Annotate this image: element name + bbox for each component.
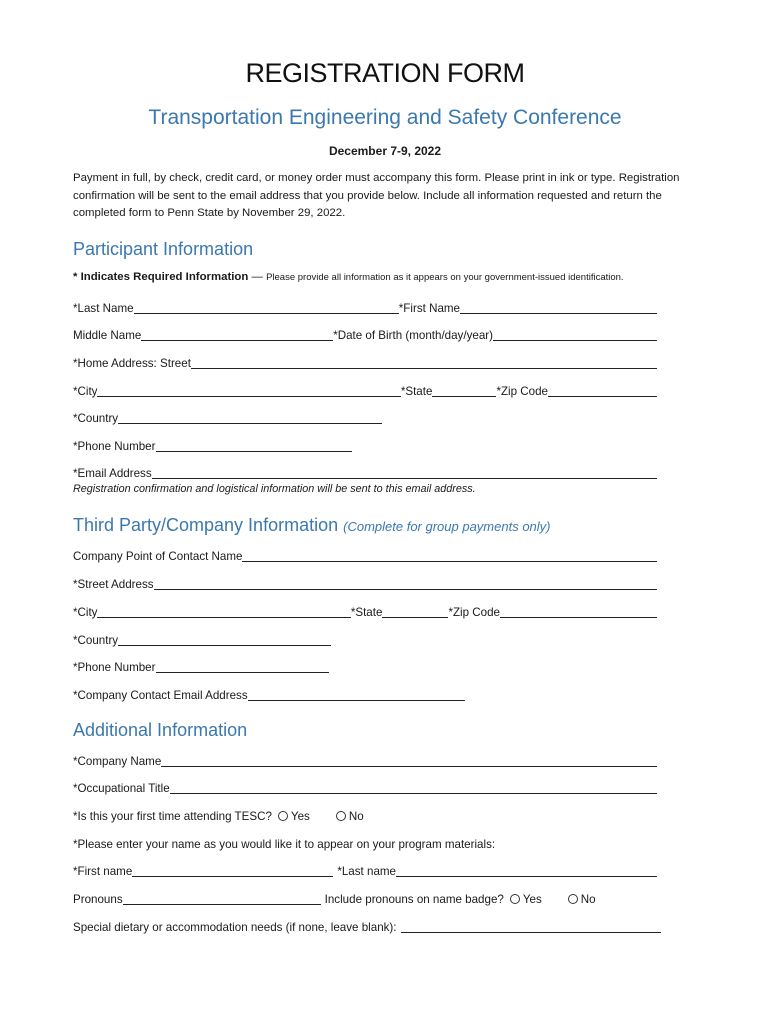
first-time-row bbox=[73, 808, 657, 824]
third-party-heading-note: (Complete for group payments only) bbox=[343, 519, 551, 534]
first-name-field[interactable] bbox=[460, 300, 657, 314]
company-city-field[interactable] bbox=[97, 604, 350, 618]
required-id-note: Please provide all information as it appears on your government-issued identification. bbox=[266, 272, 624, 283]
middle-dob-row bbox=[73, 327, 657, 343]
participant-heading-text: Participant Information bbox=[73, 239, 254, 259]
additional-heading-text: Additional Information bbox=[73, 720, 248, 740]
conference-date: December 7-9, 2022 bbox=[328, 144, 442, 158]
company-name-row bbox=[73, 753, 657, 769]
company-phone-label: *Phone Number bbox=[73, 661, 156, 674]
company-street-label: *Street Address bbox=[73, 578, 154, 591]
company-email-row bbox=[73, 687, 657, 703]
company-country-row bbox=[73, 632, 657, 648]
pronouns-field[interactable] bbox=[123, 891, 321, 905]
company-phone-field[interactable] bbox=[156, 659, 329, 673]
badge-last-name-label: *Last name bbox=[337, 865, 396, 878]
first-time-label: *Is this your first time attending TESC? bbox=[73, 810, 272, 823]
zip-field[interactable] bbox=[548, 383, 657, 397]
include-pronouns-no-label: No bbox=[580, 893, 596, 906]
last-name-label: *Last Name bbox=[73, 302, 134, 315]
third-party-section-heading bbox=[73, 515, 551, 536]
last-name-field[interactable] bbox=[134, 300, 399, 314]
middle-name-label: Middle Name bbox=[73, 329, 142, 342]
company-country-field[interactable] bbox=[118, 632, 331, 646]
zip-label: *Zip Code bbox=[496, 385, 548, 398]
badge-last-name-field[interactable] bbox=[396, 863, 657, 877]
occupational-title-label: *Occupational Title bbox=[73, 782, 170, 795]
country-field[interactable] bbox=[118, 410, 382, 424]
company-country-label: *Country bbox=[73, 634, 119, 647]
email-hint: Registration confirmation and logistical information will be sent to this email address. bbox=[73, 483, 476, 495]
include-pronouns-yes-label: Yes bbox=[522, 893, 542, 906]
first-time-no-radio[interactable] bbox=[336, 811, 346, 821]
name-prompt-row bbox=[73, 836, 657, 852]
occupational-title-row bbox=[73, 780, 657, 796]
first-time-yes-label: Yes bbox=[290, 810, 310, 823]
email-label: *Email Address bbox=[73, 467, 152, 480]
company-state-field[interactable] bbox=[382, 604, 448, 618]
phone-field[interactable] bbox=[156, 438, 352, 452]
conference-name: Transportation Engineering and Safety Conference bbox=[148, 106, 622, 129]
email-field[interactable] bbox=[152, 465, 657, 479]
home-address-field[interactable] bbox=[191, 355, 657, 369]
dob-field[interactable] bbox=[493, 327, 657, 341]
middle-name-field[interactable] bbox=[141, 327, 333, 341]
company-street-field[interactable] bbox=[154, 576, 657, 590]
name-row bbox=[73, 300, 657, 316]
first-time-yes-radio[interactable] bbox=[278, 811, 288, 821]
required-info-note bbox=[73, 271, 624, 283]
first-time-no-label: No bbox=[348, 810, 364, 823]
occupational-title-field[interactable] bbox=[170, 780, 657, 794]
company-email-label: *Company Contact Email Address bbox=[73, 689, 248, 702]
first-name-label: *First Name bbox=[398, 302, 460, 315]
company-street-row bbox=[73, 576, 657, 592]
pronouns-label: Pronouns bbox=[73, 893, 123, 906]
dietary-label: Special dietary or accommodation needs (if none, leave blank): bbox=[73, 921, 397, 934]
home-address-row bbox=[73, 355, 657, 371]
form-title: REGISTRATION FORM bbox=[245, 58, 525, 88]
company-zip-field[interactable] bbox=[500, 604, 657, 618]
company-city-label: *City bbox=[73, 606, 98, 619]
phone-row bbox=[73, 438, 657, 454]
company-zip-label: *Zip Code bbox=[448, 606, 500, 619]
city-field[interactable] bbox=[97, 383, 400, 397]
contact-name-row bbox=[73, 548, 657, 564]
home-address-label: *Home Address: Street bbox=[73, 357, 191, 370]
dob-label: *Date of Birth (month/day/year) bbox=[333, 329, 493, 342]
company-phone-row bbox=[73, 659, 657, 675]
pronouns-row bbox=[73, 891, 657, 907]
include-pronouns-label: Include pronouns on name badge? bbox=[324, 893, 504, 906]
include-pronouns-no-radio[interactable] bbox=[568, 894, 578, 904]
name-prompt-text: *Please enter your name as you would like it to appear on your program materials: bbox=[73, 838, 496, 851]
country-label: *Country bbox=[73, 412, 119, 425]
contact-name-field[interactable] bbox=[242, 548, 657, 562]
badge-first-name-label: *First name bbox=[73, 865, 133, 878]
city-state-zip-row bbox=[73, 383, 657, 399]
phone-label: *Phone Number bbox=[73, 440, 156, 453]
company-email-field[interactable] bbox=[248, 687, 465, 701]
additional-section-heading bbox=[73, 720, 247, 741]
city-label: *City bbox=[73, 385, 98, 398]
participant-section-heading bbox=[73, 239, 253, 260]
contact-name-label: Company Point of Contact Name bbox=[73, 550, 243, 563]
dietary-row bbox=[73, 919, 661, 935]
email-row bbox=[73, 465, 657, 481]
third-party-heading-text: Third Party/Company Information bbox=[73, 515, 339, 535]
badge-first-name-field[interactable] bbox=[132, 863, 333, 877]
include-pronouns-yes-radio[interactable] bbox=[510, 894, 520, 904]
company-name-field[interactable] bbox=[161, 753, 657, 767]
badge-name-row bbox=[73, 863, 657, 879]
required-dash: — bbox=[248, 271, 267, 283]
company-name-label: *Company Name bbox=[73, 755, 162, 768]
company-state-label: *State bbox=[350, 606, 383, 619]
state-label: *State bbox=[400, 385, 433, 398]
instructions-paragraph: Payment in full, by check, credit card, or money order must accompany this form. Please print in ink or type. Registration confirmation will be sent to the email address that you provide below. Include all information requested and return the completed form to Penn State by November 29, 2022. bbox=[73, 172, 680, 219]
dietary-field[interactable] bbox=[401, 919, 661, 933]
country-row bbox=[73, 410, 657, 426]
state-field[interactable] bbox=[432, 383, 496, 397]
required-legend: * Indicates Required Information bbox=[73, 271, 249, 283]
company-city-state-zip-row bbox=[73, 604, 657, 620]
